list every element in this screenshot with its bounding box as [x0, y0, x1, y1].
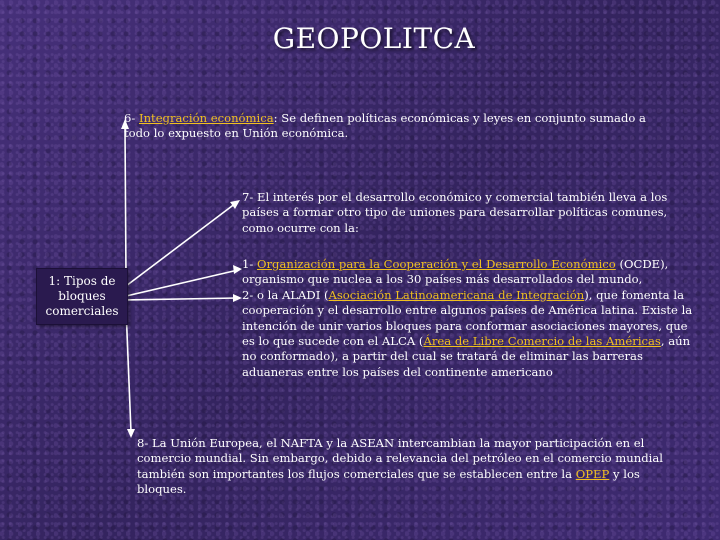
- connector-to-item-2: [126, 298, 238, 300]
- item-6-text: : Se definen políticas económicas y leyes en conjunto sumado a todo lo expuesto en Unión económica.: [124, 111, 646, 141]
- item-2-text: ), que fomenta la cooperación y el desarrollo entre algunos países de América latina. Existe la intención de unir varios bloques para conformar asociaciones mayores, que es lo que sucede con el ALCA (: [242, 287, 693, 349]
- item-6-number: 6-: [124, 111, 139, 125]
- item-2-tail: , aún no conformado), a partir del cual se tratará de eliminar las barreras aduaneras entre los países del continente americano: [242, 334, 691, 379]
- link-alca[interactable]: Área de Libre Comercio de las Américas: [423, 334, 661, 349]
- item-2-prefix: 2- o la ALADI (: [242, 287, 329, 302]
- item-1-text: (OCDE), organismo que nuclea a los 30 países más desarrollados del mundo,: [242, 257, 669, 287]
- link-opep[interactable]: OPEP: [575, 466, 610, 481]
- item-7-interes: [242, 190, 692, 236]
- connector-to-item-8: [126, 308, 131, 432]
- arrowhead-item-2: [233, 294, 242, 302]
- arrowhead-item-1: [233, 265, 242, 274]
- arrowhead-item-8: [127, 429, 135, 438]
- link-ocde[interactable]: Organización para la Cooperación y el Desarrollo Económico: [256, 257, 616, 271]
- connector-to-item-6: [125, 128, 126, 278]
- item-1-prefix: 1-: [242, 257, 257, 271]
- item-1-2-organizaciones: [242, 257, 694, 380]
- link-integracion-economica[interactable]: Integración económica: [138, 111, 274, 125]
- item-6-integracion: [124, 111, 672, 142]
- link-aladi[interactable]: Asociación Latinoamericana de Integración: [328, 287, 585, 302]
- item-8-text: 8- La Unión Europea, el NAFTA y la ASEAN intercambian la mayor participación en el comercio mundial. Sin embargo, debido a relevancia del petróleo en el comercio mundial también son importantes los flujos comerciales que se establecen entre la: [137, 436, 663, 481]
- arrowhead-item-7: [230, 200, 240, 209]
- item-7-text: 7- El interés por el desarrollo económico y comercial también lleva a los países a formar otro tipo de uniones para desarrollar políticas comunes, como ocurre con la:: [242, 190, 668, 235]
- page-title: GEOPOLITCA: [272, 22, 476, 55]
- node-label: 1: Tipos de bloques comerciales: [45, 274, 119, 318]
- node-tipos-de-bloques: [36, 268, 128, 325]
- item-8-comercio-mundial: [137, 436, 689, 498]
- item-8-tail: y los bloques.: [137, 466, 640, 497]
